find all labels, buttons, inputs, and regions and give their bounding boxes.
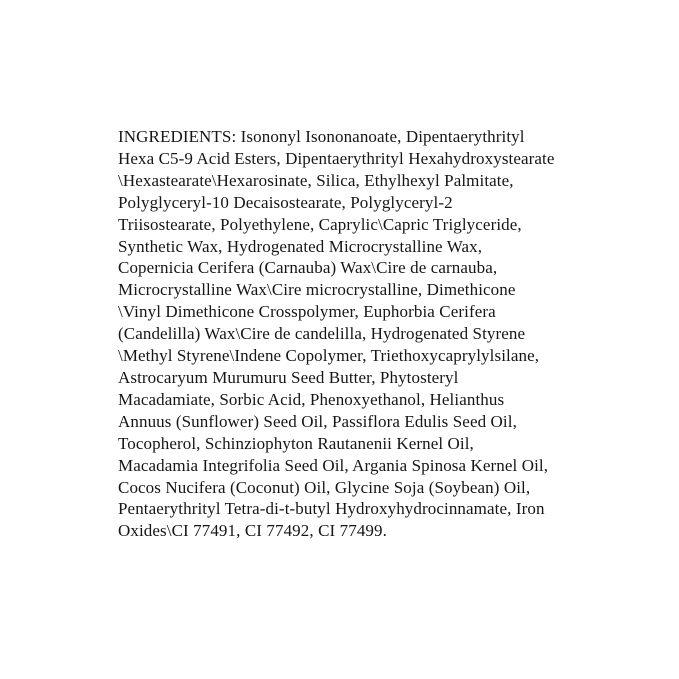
- ingredients-line: \Vinyl Dimethicone Crosspolymer, Euphorbia Cerifera: [118, 302, 496, 322]
- ingredients-line: Macadamiate, Sorbic Acid, Phenoxyethanol, Helianthus: [118, 389, 505, 409]
- ingredients-line: Astrocaryum Murumuru Seed Butter, Phytosteryl: [118, 367, 459, 387]
- ingredients-line: Polyglyceryl-10 Decaisostearate, Polyglyceryl-2: [118, 192, 453, 212]
- ingredients-line: Annuus (Sunflower) Seed Oil, Passiflora Edulis Seed Oil,: [118, 411, 517, 431]
- ingredients-line: Triisostearate, Polyethylene, Caprylic\Capric Triglyceride,: [118, 214, 522, 234]
- ingredients-line: Hexa C5-9 Acid Esters, Dipentaerythrityl Hexahydroxystearate: [118, 148, 555, 168]
- ingredients-line: Pentaerythrityl Tetra-di-t-butyl Hydroxyhydrocinnamate, Iron: [118, 499, 545, 519]
- ingredients-line: Oxides\CI 77491, CI 77492, CI 77499.: [118, 521, 387, 541]
- ingredients-line: INGREDIENTS: Isononyl Isononanoate, Dipentaerythrityl: [118, 127, 525, 146]
- ingredients-line: Tocopherol, Schinziophyton Rautanenii Kernel Oil,: [118, 433, 474, 453]
- ingredients-text: [118, 126, 588, 542]
- ingredients-line: Synthetic Wax, Hydrogenated Microcrystalline Wax,: [118, 236, 483, 256]
- ingredients-line: \Hexastearate\Hexarosinate, Silica, Ethylhexyl Palmitate,: [118, 170, 514, 190]
- ingredients-line: Microcrystalline Wax\Cire microcrystalline, Dimethicone: [118, 280, 516, 300]
- ingredients-line: Cocos Nucifera (Coconut) Oil, Glycine Soja (Soybean) Oil,: [118, 477, 531, 497]
- ingredients-line: Copernicia Cerifera (Carnauba) Wax\Cire de carnauba,: [118, 258, 498, 278]
- ingredients-line: Macadamia Integrifolia Seed Oil, Argania Spinosa Kernel Oil,: [118, 455, 549, 475]
- ingredients-line: \Methyl Styrene\Indene Copolymer, Triethoxycaprylylsilane,: [118, 346, 540, 366]
- ingredients-line: (Candelilla) Wax\Cire de candelilla, Hydrogenated Styrene: [118, 324, 526, 344]
